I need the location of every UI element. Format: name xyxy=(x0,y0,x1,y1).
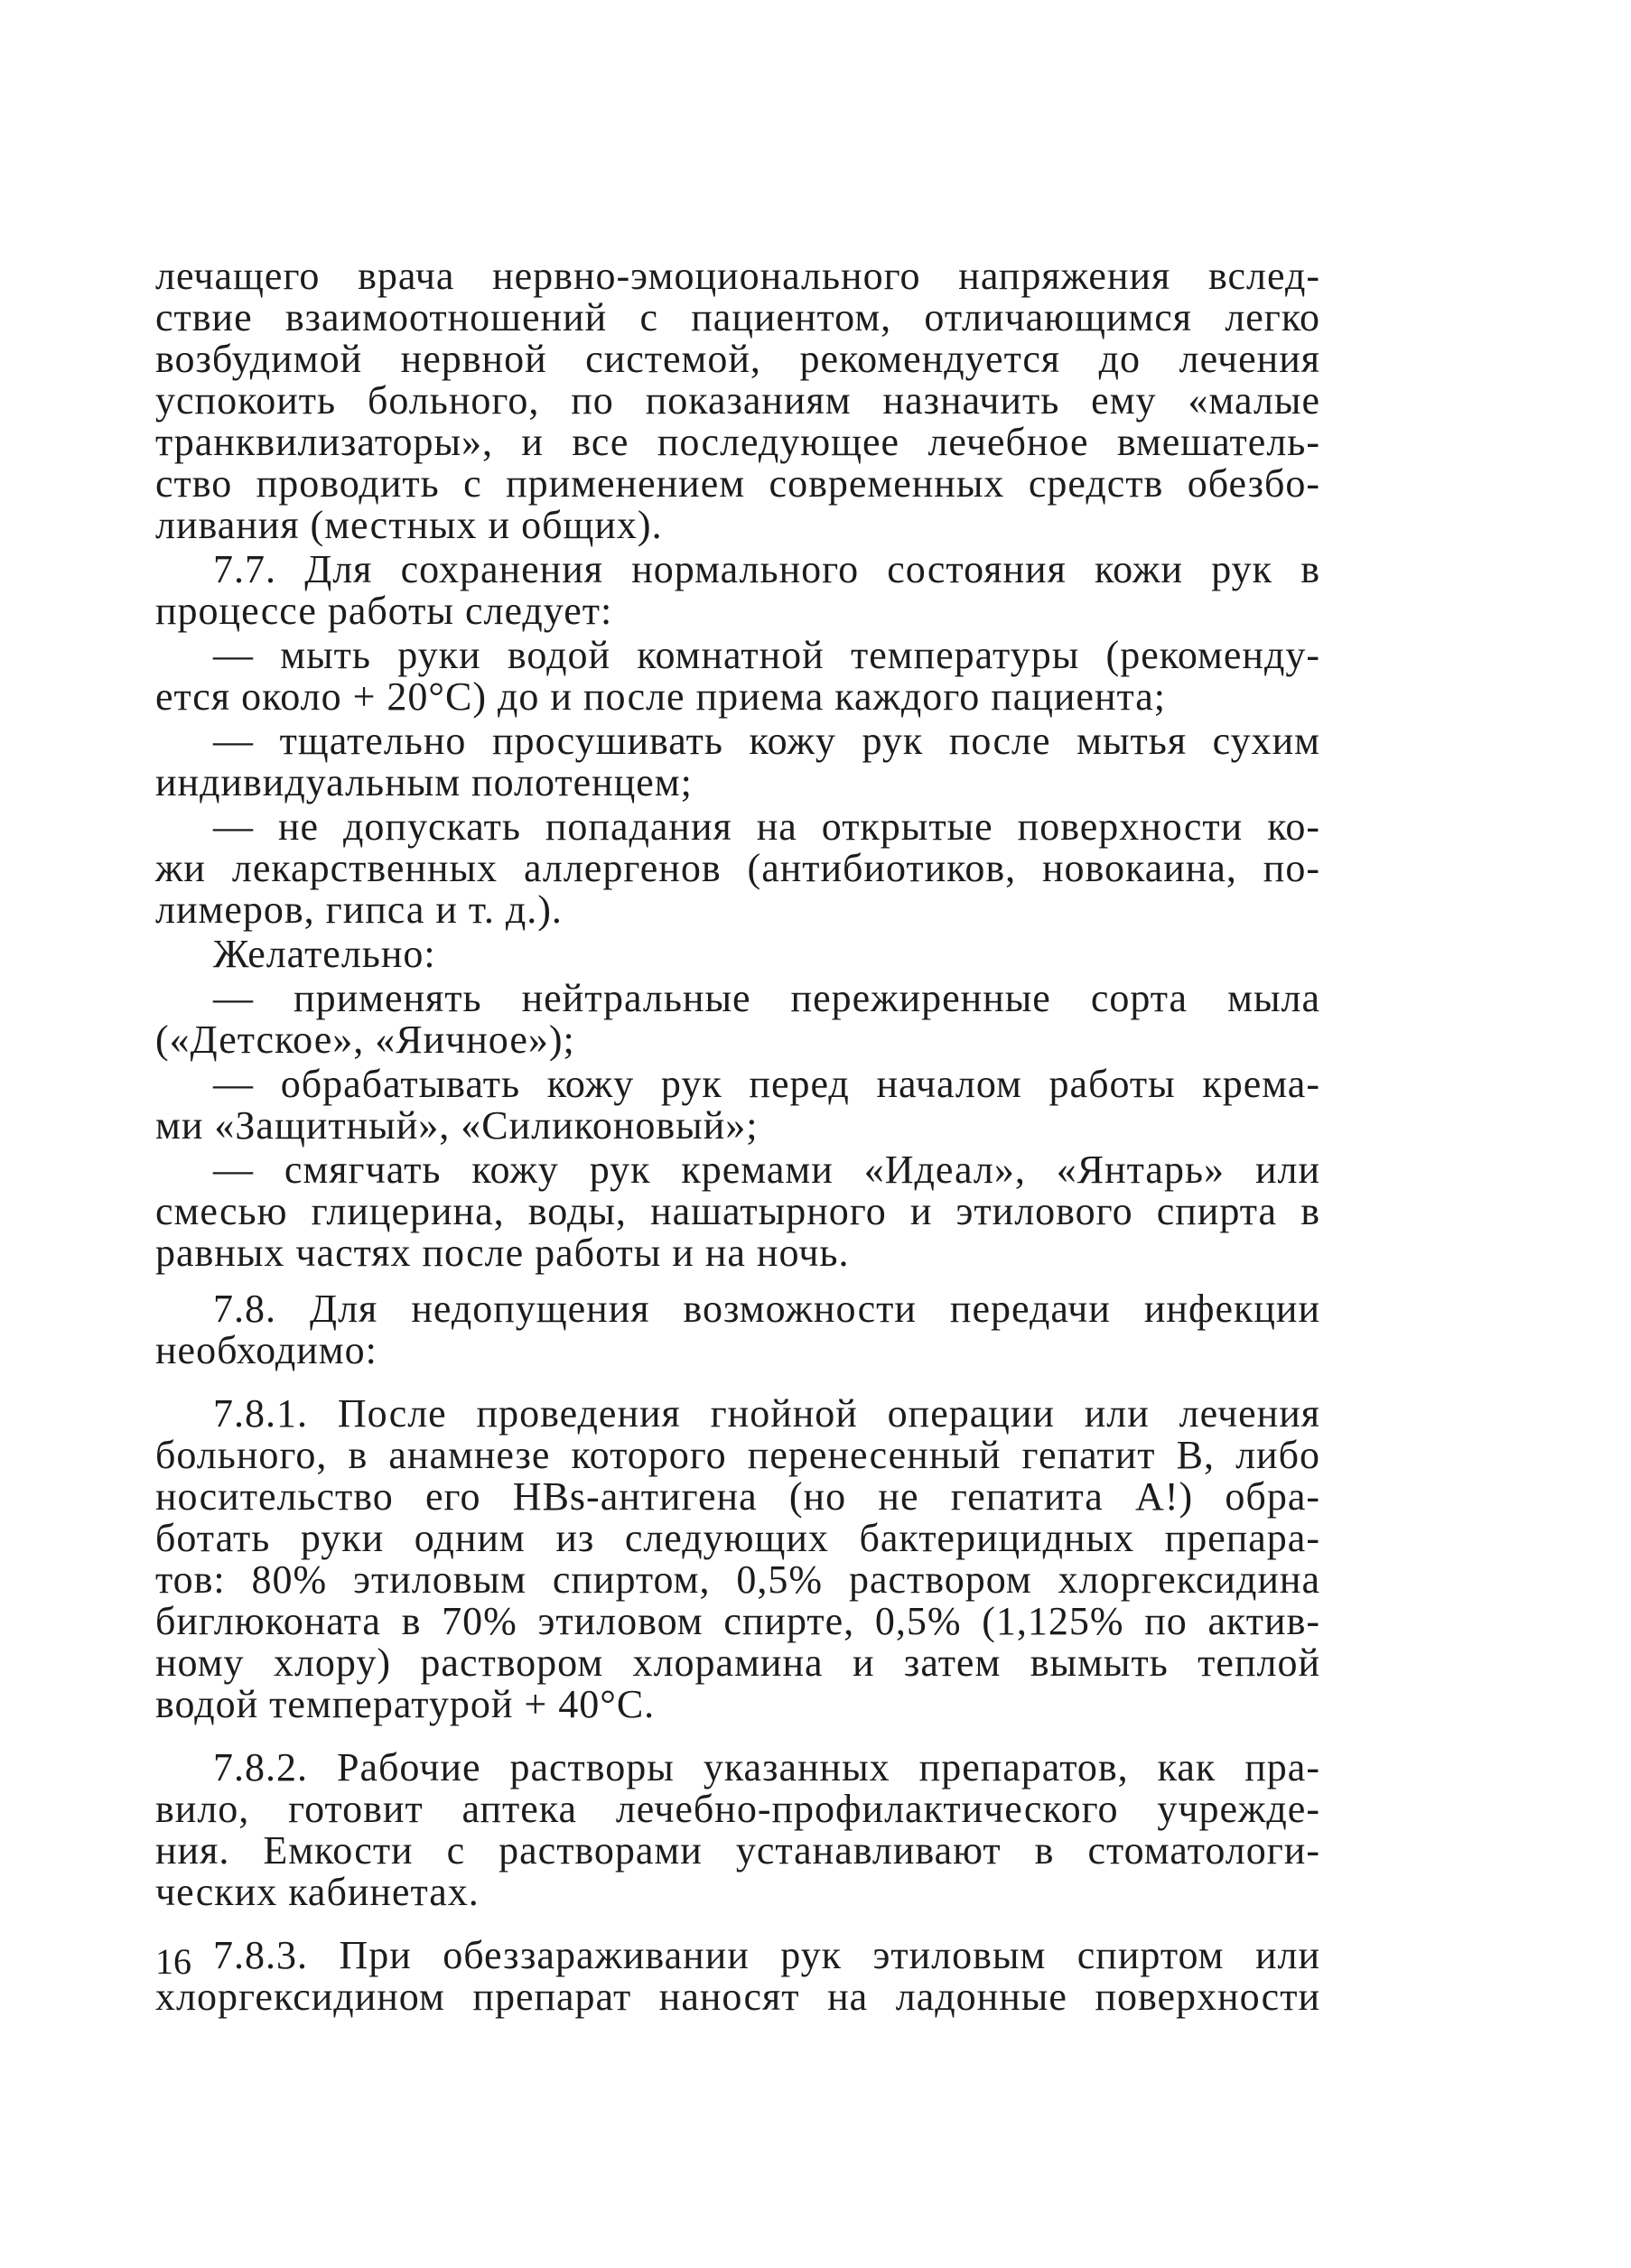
text-line: смесью глицерина, воды, нашатырного и этилового спирта в xyxy=(155,1189,1320,1233)
list-item-soap xyxy=(155,978,1320,1061)
text-line: 7.8. Для недопущения возможности передачи инфекции xyxy=(213,1287,1320,1331)
text-line: 7.8.3. При обеззараживании рук этиловым спиртом или xyxy=(213,1933,1320,1977)
list-item-soften-skin xyxy=(155,1149,1320,1274)
text-line: индивидуальным полотенцем; xyxy=(155,760,693,804)
text-line: больного, в анамнезе которого перенесенный гепатит В, либо xyxy=(155,1433,1320,1477)
text-line: водой температурой + 40°С. xyxy=(155,1682,656,1726)
text-line: Желательно: xyxy=(213,932,436,976)
text-line: лимеров, гипса и т. д.). xyxy=(155,888,563,932)
text-line: носительство его HBs-антигена (но не гепатита А!) обра- xyxy=(155,1474,1320,1519)
text-line: 7.8.1. После проведения гнойной операции или лечения xyxy=(213,1391,1320,1436)
text-line: вило, готовит аптека лечебно-профилактического учрежде- xyxy=(155,1787,1320,1831)
text-line: ствие взаимоотношений с пациентом, отличающимся легко xyxy=(155,295,1320,339)
text-line: биглюконата в 70% этиловом спирте, 0,5% (1,125% по актив- xyxy=(155,1599,1320,1643)
section-7-8-3 xyxy=(155,1935,1320,2018)
text-line: — не допускать попадания на открытые поверхности ко- xyxy=(213,804,1320,849)
text-line: жи лекарственных аллергенов (антибиотиков, новокаина, по- xyxy=(155,846,1320,890)
section-7-8-1 xyxy=(155,1393,1320,1725)
text-line: необходимо: xyxy=(155,1328,377,1372)
text-line: («Детское», «Яичное»); xyxy=(155,1018,575,1062)
list-item-dry-hands xyxy=(155,720,1320,804)
page-number: 16 xyxy=(155,1941,191,1982)
text-line: ми «Защитный», «Силиконовый»; xyxy=(155,1103,759,1148)
text-line: — тщательно просушивать кожу рук после мытья сухим xyxy=(213,719,1320,763)
text-line: хлоргексидином препарат наносят на ладонные поверхности xyxy=(155,1975,1320,2019)
text-line: ботать руки одним из следующих бактерицидных препара- xyxy=(155,1516,1320,1560)
text-line: ному хлору) раствором хлорамина и затем вымыть теплой xyxy=(155,1641,1320,1685)
text-line: ливания (местных и общих). xyxy=(155,503,663,547)
desirable-heading xyxy=(155,934,1320,975)
document-body xyxy=(155,256,1320,2018)
text-line: — обрабатывать кожу рук перед началом работы крема- xyxy=(213,1062,1320,1106)
text-line: — смягчать кожу рук кремами «Идеал», «Янтарь» или xyxy=(213,1148,1320,1192)
list-item-avoid-allergens xyxy=(155,806,1320,931)
text-line: 7.7. Для сохранения нормального состояния кожи рук в xyxy=(213,547,1320,591)
text-line: лечащего врача нервно-эмоционального напряжения вслед- xyxy=(155,254,1320,298)
paragraph-stress-prevention xyxy=(155,256,1320,546)
text-line: ство проводить с применением современных средств обезбо- xyxy=(155,461,1320,506)
text-line: — применять нейтральные пережиренные сорта мыла xyxy=(213,976,1320,1020)
list-item-creams xyxy=(155,1064,1320,1147)
text-line: успокоить больного, по показаниям назначить ему «малые xyxy=(155,378,1320,423)
section-7-8 xyxy=(155,1288,1320,1371)
text-line: ется около + 20°С) до и после приема каждого пациента; xyxy=(155,674,1167,719)
text-line: 7.8.2. Рабочие растворы указанных препаратов, как пра- xyxy=(213,1745,1320,1789)
text-line: возбудимой нервной системой, рекомендуется до лечения xyxy=(155,337,1320,381)
text-line: транквилизаторы», и все последующее лечебное вмешатель- xyxy=(155,420,1320,464)
text-line: процессе работы следует: xyxy=(155,589,613,633)
text-line: — мыть руки водой комнатной температуры (рекоменду- xyxy=(213,633,1320,677)
section-7-7 xyxy=(155,549,1320,632)
text-line: тов: 80% этиловым спиртом, 0,5% раствором хлоргексидина xyxy=(155,1557,1320,1602)
list-item-wash-hands xyxy=(155,635,1320,718)
section-7-8-2 xyxy=(155,1747,1320,1913)
text-line: ния. Емкости с растворами устанавливают в стоматологи- xyxy=(155,1828,1320,1873)
text-line: ческих кабинетах. xyxy=(155,1870,480,1914)
text-line: равных частях после работы и на ночь. xyxy=(155,1231,850,1275)
